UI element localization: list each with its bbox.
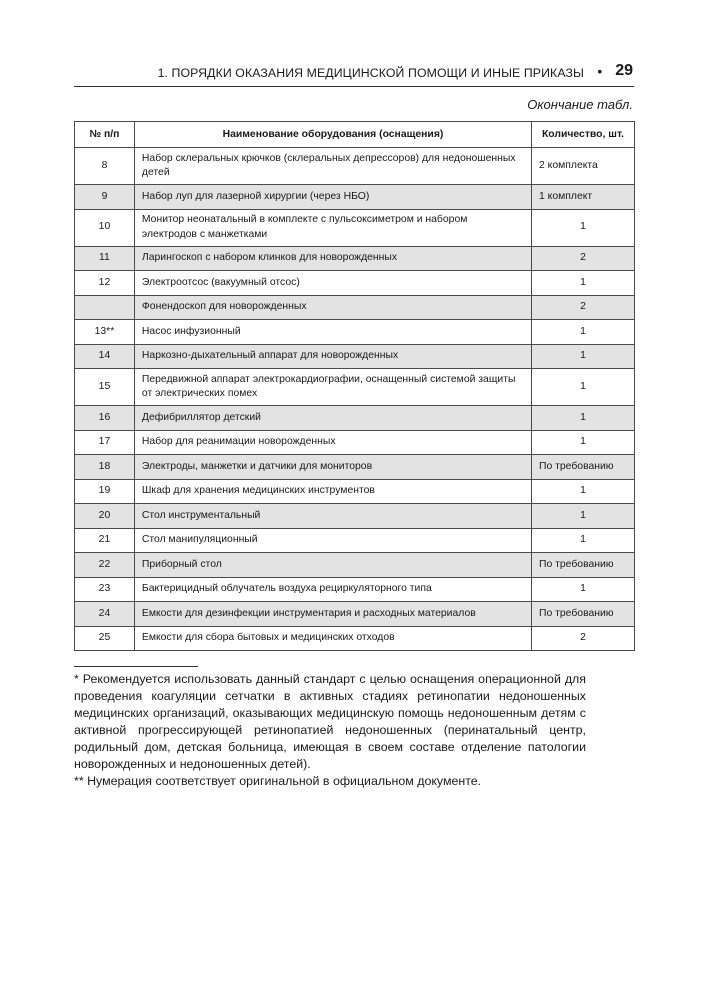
equipment-quantity: 1: [532, 479, 635, 504]
equipment-name: Насос инфузионный: [134, 320, 531, 345]
table-row: [75, 320, 635, 345]
equipment-name: Шкаф для хранения медицинских инструментов: [134, 479, 531, 504]
row-number: 15: [75, 369, 135, 406]
table-row: [75, 626, 635, 651]
table-row: [75, 455, 635, 480]
equipment-name: Емкости для дезинфекции инструментария и расходных материалов: [134, 602, 531, 627]
table-row: [75, 430, 635, 455]
column-header-name: Наименование оборудования (оснащения): [134, 122, 531, 148]
row-number: 20: [75, 504, 135, 529]
header-bullet: •: [597, 64, 602, 79]
equipment-quantity: 2: [532, 246, 635, 271]
equipment-quantity: 2 комплекта: [532, 148, 635, 185]
equipment-quantity: 2: [532, 295, 635, 320]
row-number: 9: [75, 185, 135, 210]
table-row: [75, 246, 635, 271]
equipment-name: Дефибриллятор детский: [134, 406, 531, 431]
equipment-quantity: 1: [532, 271, 635, 296]
equipment-name: Монитор неонатальный в комплекте с пульсоксиметром и набором электродов с манжетками: [134, 209, 531, 246]
equipment-quantity: 1: [532, 369, 635, 406]
equipment-quantity: 2: [532, 626, 635, 651]
table-row: [75, 148, 635, 185]
table-row: [75, 553, 635, 578]
equipment-name: Передвижной аппарат электрокардиографии, оснащенный системой защиты от электрических помех: [134, 369, 531, 406]
row-number: 22: [75, 553, 135, 578]
running-header: [74, 62, 634, 88]
row-number: 14: [75, 344, 135, 369]
running-header-title: 1. ПОРЯДКИ ОКАЗАНИЯ МЕДИЦИНСКОЙ ПОМОЩИ И ИНЫЕ ПРИКАЗЫ: [157, 66, 584, 80]
page-number: 29: [615, 62, 633, 79]
row-number: 8: [75, 148, 135, 185]
equipment-name: Набор луп для лазерной хирургии (через НБО): [134, 185, 531, 210]
table-caption: Окончание табл.: [527, 97, 633, 112]
table-row: [75, 406, 635, 431]
equipment-table: [74, 121, 635, 651]
table-row: [75, 602, 635, 627]
footnotes: [74, 671, 586, 790]
row-number: 21: [75, 528, 135, 553]
row-number: 23: [75, 577, 135, 602]
equipment-quantity: 1: [532, 344, 635, 369]
row-number: 10: [75, 209, 135, 246]
table-row: [75, 295, 635, 320]
row-number: 19: [75, 479, 135, 504]
footnote-2: ** Нумерация соответствует оригинальной в официальном документе.: [74, 774, 482, 788]
equipment-name: Электроды, манжетки и датчики для мониторов: [134, 455, 531, 480]
equipment-quantity: 1: [532, 406, 635, 431]
table-row: [75, 185, 635, 210]
equipment-quantity: 1: [532, 528, 635, 553]
equipment-quantity: 1: [532, 504, 635, 529]
equipment-name: Стол манипуляционный: [134, 528, 531, 553]
equipment-quantity: По требованию: [532, 455, 635, 480]
row-number: [75, 295, 135, 320]
equipment-name: Приборный стол: [134, 553, 531, 578]
table-row: [75, 271, 635, 296]
column-header-quantity: Количество, шт.: [532, 122, 635, 148]
table-row: [75, 577, 635, 602]
table-row: [75, 504, 635, 529]
equipment-quantity: 1: [532, 430, 635, 455]
equipment-quantity: По требованию: [532, 553, 635, 578]
equipment-name: Набор склеральных крючков (склеральных депрессоров) для недоношенных детей: [134, 148, 531, 185]
row-number: 16: [75, 406, 135, 431]
equipment-name: Электроотсос (вакуумный отсос): [134, 271, 531, 296]
equipment-quantity: 1: [532, 320, 635, 345]
table-row: [75, 209, 635, 246]
row-number: 17: [75, 430, 135, 455]
footnote-1: * Рекомендуется использовать данный стандарт с целью оснащения операционной для проведения коагуляции сетчатки в активных стадиях ретинопатии недоношенных медицинских организаций, оказывающих медицинскую помощь недоношенным детям с активной прогрессирующей ретинопатией недоношенных (перинатальный центр, родильный дом, детская больница, имеющая в своем составе отделение патологии новорожденных и недоношенных детей).: [74, 672, 586, 771]
equipment-name: Емкости для сбора бытовых и медицинских отходов: [134, 626, 531, 651]
equipment-name: Бактерицидный облучатель воздуха рециркуляторного типа: [134, 577, 531, 602]
header-rule: [74, 86, 634, 87]
equipment-name: Стол инструментальный: [134, 504, 531, 529]
equipment-quantity: 1 комплект: [532, 185, 635, 210]
row-number: 24: [75, 602, 135, 627]
table-row: [75, 528, 635, 553]
row-number: 25: [75, 626, 135, 651]
table-row: [75, 369, 635, 406]
footnote-rule: [74, 666, 198, 667]
table-body: [75, 148, 635, 651]
equipment-name: Наркозно-дыхательный аппарат для новорожденных: [134, 344, 531, 369]
equipment-quantity: 1: [532, 577, 635, 602]
table-header-row: [75, 122, 635, 148]
equipment-name: Набор для реанимации новорожденных: [134, 430, 531, 455]
equipment-name: Фонендоскоп для новорожденных: [134, 295, 531, 320]
row-number: 18: [75, 455, 135, 480]
equipment-quantity: По требованию: [532, 602, 635, 627]
row-number: 13**: [75, 320, 135, 345]
equipment-quantity: 1: [532, 209, 635, 246]
equipment-name: Ларингоскоп с набором клинков для новорожденных: [134, 246, 531, 271]
table-row: [75, 479, 635, 504]
row-number: 12: [75, 271, 135, 296]
table-row: [75, 344, 635, 369]
column-header-number: № п/п: [75, 122, 135, 148]
row-number: 11: [75, 246, 135, 271]
